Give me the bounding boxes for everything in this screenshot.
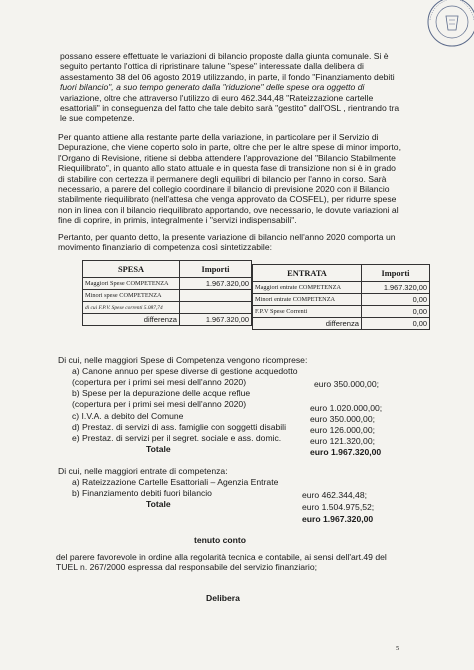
text-line: stabilmente riequilibrato (nell'attesa che venga approvato da COSFEL), per ridurre spese: [58, 194, 397, 205]
text-line: Depurazione, che viene coperto solo in parte, oltre che per le altre spese di minor importo,: [58, 142, 401, 153]
spesa-table: [82, 260, 252, 326]
entrata-header: ENTRATA: [253, 265, 362, 282]
row-label: Minori spese COMPETENZA: [83, 290, 180, 302]
text-line: Riequilibrato", in quanto allo stato attuale e in questa fase di transizione non si è in grado: [58, 163, 396, 174]
difference-label: differenza: [253, 318, 362, 330]
text-line: non in linea con il bilancio riequilibrato apportando, ove necessario, le dovute variazioni al: [58, 204, 399, 215]
difference-label: differenza: [83, 314, 180, 326]
row-value: 0,00: [362, 306, 430, 318]
row-label: Maggiori entrate COMPETENZA: [253, 282, 362, 294]
parere-paragraph: [56, 552, 444, 573]
importi-header: Importi: [180, 261, 252, 278]
entrate-item-label: a) Rateizzazione Cartelle Esattoriali – Agenzia Entrate: [72, 477, 279, 487]
text-line: seguito pertanto l'ottica di ripristinare talune "spese" interessate dalla delibera di: [60, 61, 364, 72]
row-value: 1.967.320,00: [362, 282, 430, 294]
intro-paragraph: [60, 51, 448, 124]
text-line: di stabilire con certezza il permanere degli equilibri di bilancio per l'anno in corso. Sarà: [58, 173, 387, 184]
entrate-intro: Di cui, nelle maggiori entrate di competenza:: [58, 466, 228, 476]
text-line: TUEL n. 267/2000 espressa dal responsabile del servizio finanziario;: [56, 562, 317, 573]
spese-item-amount: euro 350.000,00;: [310, 414, 375, 424]
page-number: 5: [396, 645, 400, 652]
text-line: variazione, oltre che attraverso l'utilizzo di euro 462.344,48 "Rateizzazione cartelle: [60, 92, 374, 103]
spese-item-amount: euro 121.320,00;: [310, 436, 375, 446]
entrata-table: [252, 264, 430, 330]
spese-item-label: a) Canone annuo per spese diverse di gestione acquedotto: [72, 366, 298, 376]
summary-paragraph: [58, 232, 446, 253]
row-value: [180, 302, 252, 314]
spese-item-amount: euro 1.020.000,00;: [310, 403, 383, 413]
table-row: [83, 290, 252, 302]
text-line: le sue competenze.: [60, 113, 135, 124]
table-row: [253, 306, 430, 318]
text-line: fine di coprire, in primis, integralmente i "servizi indispensabili".: [58, 215, 297, 226]
entrate-item-amount: euro 1.504.975,52;: [302, 502, 375, 512]
spese-total-amount: euro 1.967.320,00: [310, 447, 382, 457]
entrate-total-label: Totale: [146, 499, 171, 509]
table-row: [83, 302, 252, 314]
text-line: del parere favorevole in ordine alla regolarità tecnica e contabile, ai sensi dell'art.49 del: [56, 552, 387, 562]
table-row: [83, 314, 252, 326]
spese-item-label: d) Prestaz. di servizi di ass. famiglie con soggetti disabili: [72, 422, 286, 432]
spese-item-label: (copertura per i primi sei mesi dell'anno 2020): [72, 399, 247, 409]
delibera-heading: Delibera: [206, 593, 240, 603]
difference-value: 1.967.320,00: [180, 314, 252, 326]
spese-item-label: b) Spese per la depurazione delle acque reflue: [72, 388, 251, 398]
table-row: [83, 278, 252, 290]
tenuto-conto-heading: tenuto conto: [194, 535, 247, 545]
spese-item-amount: euro 350.000,00;: [314, 379, 379, 389]
text-line: Per quanto attiene alla restante parte della variazione, in particolare per il Servizio di: [58, 132, 379, 142]
spese-total-label: Totale: [146, 444, 171, 454]
table-row: [253, 282, 430, 294]
entrate-item-label: b) Finanziamento debiti fuori bilancio: [72, 488, 212, 498]
text-line: movimento finanziario di competenza così sintetizzabile:: [58, 242, 272, 253]
row-label: F.P.V Spese Correnti: [253, 306, 362, 318]
text-line: esattoriali" in conseguenza del fatto che tale debito sarà "gestito" dall'OSL , rientrando tra: [60, 103, 400, 114]
revision-paragraph: [58, 132, 446, 226]
spese-item-label: c) I.V.A. a debito del Comune: [72, 411, 184, 421]
text-line: necessario, a parere del collegio coordinare il bilancio di previsione 2020 con il Bilancio: [58, 184, 390, 195]
text-line: possano essere effettuate le variazioni di bilancio proposte dalla giunta comunale. Si è: [60, 51, 389, 61]
text-line: assestamento 38 del 06 agosto 2019 utilizzando, in parte, il fondo "Finanziamento debiti: [60, 71, 395, 82]
row-label: Minori entrate COMPETENZA: [253, 294, 362, 306]
row-value: [180, 290, 252, 302]
spesa-header: SPESA: [83, 261, 180, 278]
difference-value: 0,00: [362, 318, 430, 330]
importi-header: Importi: [362, 265, 430, 282]
table-row: [253, 318, 430, 330]
row-label: di cui F.P.V. Spese correnti 5.087,74: [83, 302, 180, 314]
spese-item-label: e) Prestaz. di servizi per il segret. sociale e ass. domic.: [72, 433, 282, 443]
text-line: Pertanto, per quanto detto, la presente variazione di bilancio nell'anno 2020 comporta un: [58, 232, 396, 242]
entrate-total-amount: euro 1.967.320,00: [302, 514, 374, 524]
row-value: 1.967.320,00: [180, 278, 252, 290]
row-label: Maggiori Spese COMPETENZA: [83, 278, 180, 290]
spese-item-label: (copertura per i primi sei mesi dell'anno 2020): [72, 377, 247, 387]
text-line: l'Organo di Revisione, ritiene si debba attendere l'approvazione del "Bilancio Stabilmente: [58, 152, 396, 163]
table-row: [253, 294, 430, 306]
spese-item-amount: euro 126.000,00;: [310, 425, 375, 435]
text-line: fuori bilancio", a suo tempo generato dalla "riduzione" delle spese ora oggetto di: [60, 82, 365, 93]
spese-intro: Di cui, nelle maggiori Spese di Competenza vengono ricomprese:: [58, 355, 308, 365]
row-value: 0,00: [362, 294, 430, 306]
entrate-item-amount: euro 462.344,48;: [302, 490, 367, 500]
